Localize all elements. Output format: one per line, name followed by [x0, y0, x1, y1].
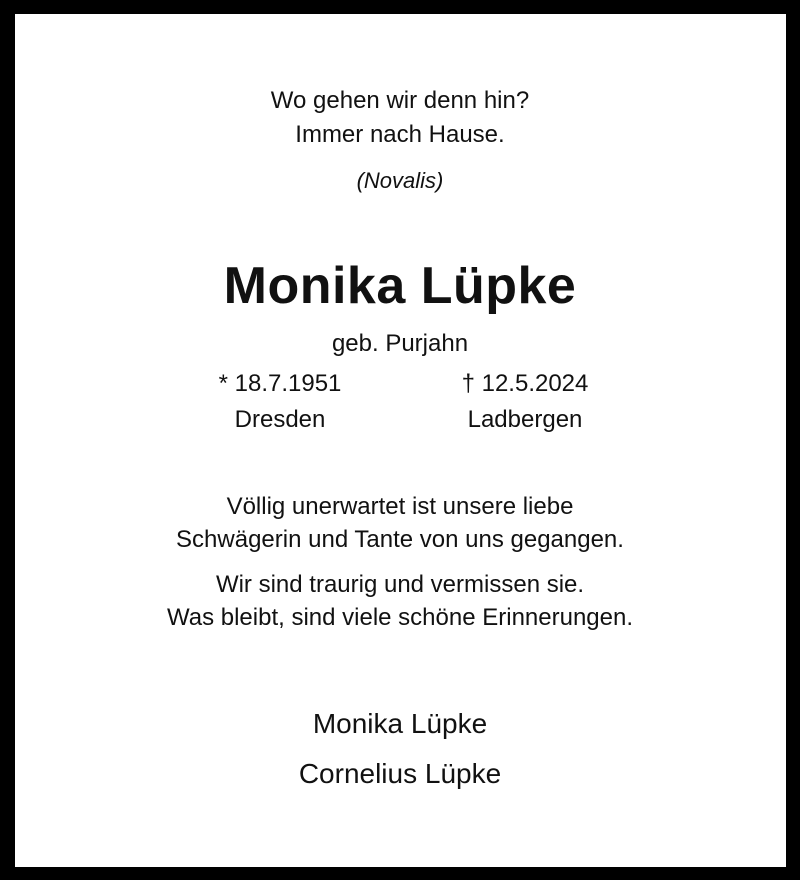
death-date: † 12.5.2024: [461, 370, 589, 397]
birth-date: * 18.7.1951: [218, 370, 342, 397]
quote-line-1: Wo gehen wir denn hin?: [270, 87, 530, 114]
death-place: Ladbergen: [467, 406, 583, 433]
deceased-name: Monika Lüpke: [223, 257, 577, 315]
signer-2: Cornelius Lüpke: [298, 758, 502, 789]
birth-block: [180, 366, 380, 438]
message-line-4: Was bleibt, sind viele schöne Erinnerungen.: [166, 604, 634, 631]
signer-1: Monika Lüpke: [312, 708, 488, 739]
birth-place: Dresden: [234, 406, 326, 433]
maiden-name: geb. Purjahn: [331, 330, 469, 357]
quote-author: (Novalis): [356, 168, 444, 193]
message-paragraph-2: [0, 568, 800, 634]
message-line-3: Wir sind traurig und vermissen sie.: [215, 571, 585, 598]
message-line-2: Schwägerin und Tante von uns gegangen.: [176, 526, 624, 553]
message-paragraph-1: [0, 490, 800, 556]
death-block: [420, 366, 630, 438]
quote-line-2: Immer nach Hause.: [295, 121, 505, 148]
quote-block: [0, 84, 800, 152]
message-line-1: Völlig unerwartet ist unsere liebe: [226, 493, 574, 520]
